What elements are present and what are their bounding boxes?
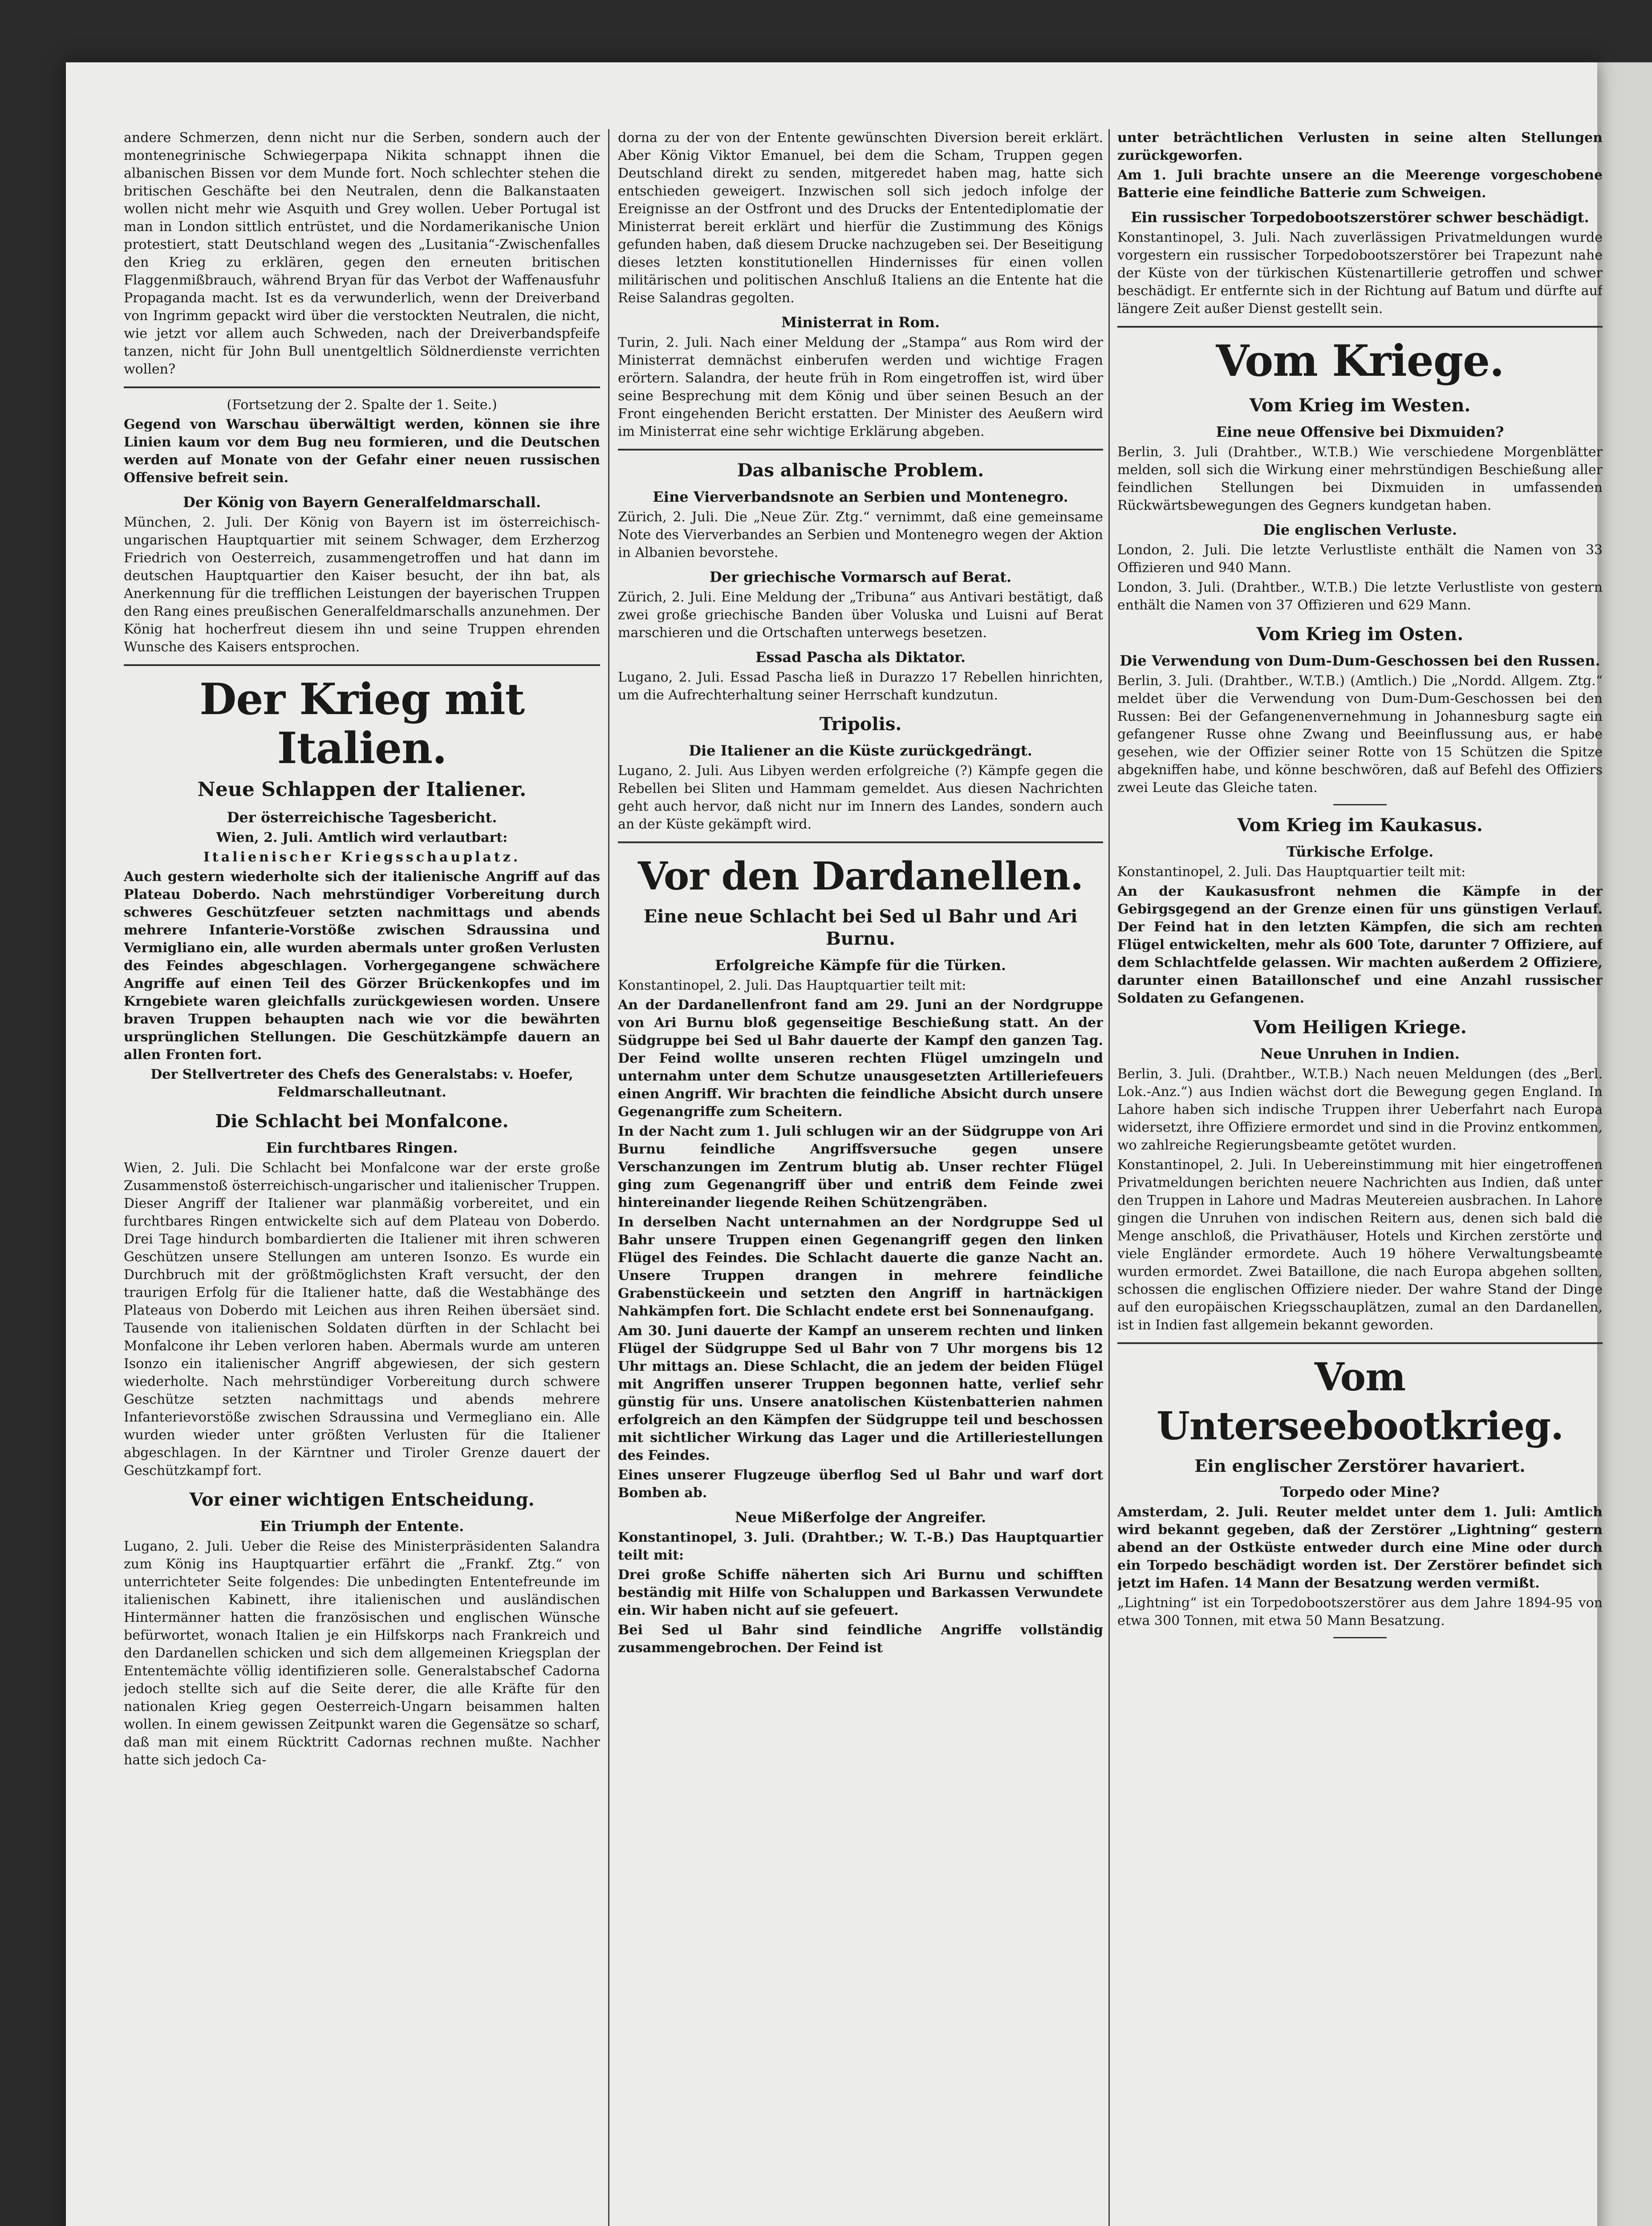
article-text: Turin, 2. Juli. Nach einer Meldung der „Stampa“ aus Rom wird der Ministerrat demnächst einberufen werden und wichtige Fragen erörtern. Salandra, der heute früh in Rom eingetroffen ist, wird über seine Besprechung mit dem König und über seinen Besuch an der Front eingehenden Bericht erstatten. Der Minister des Aeußern wird im Ministerrat eine sehr wichtige Erklärung abgeben. bbox=[618, 335, 1103, 439]
article-text: Wien, 2. Juli. Die Schlacht bei Monfalcone war der erste große Zusammenstoß österreichisch-ungarischer und italienischer Truppen. Dieser Angriff der Italiener war planmäßig vorbereitet, und ein furchtbares Ringen entwickelte sich auf dem Plateau von Doberdo. Drei Tage hindurch bombardierten die Italiener mit ihren schweren Geschützen unsere Stellungen am unteren Isonzo. Es wurde ein Durchbruch mit der größtmöglichsten Kraft versucht, der den traurigen Erfolg für die Italiener hatte, daß die Westabhänge des Plateaus von Doberdo mit Leichen aus ihren Reihen übersäet sind. Tausende von italienischen Soldaten dürften in der Schlacht bei Monfalcone ihr Leben verloren haben. Abermals wurde am unteren Isonzo ein italienischer Angriff abgewiesen, der sich gestern wiederholte. Nach mehrstündiger Vorbereitung durch schwere Geschütze setzten nachmittags und abends mehrere Infanterievorstöße zwischen Sdraussina und Vermegliano ein. Alle wurden wieder unter größten Verlusten für die Italiener abgeschlagen. In der Kärntner und Tiroler Grenze dauert der Geschützkampf fort. bbox=[124, 1160, 600, 1479]
article-text: Konstantinopel, 3. Juli. Nach zuverlässigen Privatmeldungen wurde vorgestern ein russischer Torpedobootszerstörer bei Trapezunt nahe der Küste von der türkischen Küstenartillerie getroffen und schwer beschädigt. Er entfernte sich in der Richtung auf Batum und dürfte auf längere Zeit außer Dienst gestellt sein. bbox=[1117, 230, 1603, 317]
page-headline: Vor den Dardanellen. bbox=[638, 854, 1083, 899]
newspaper-page bbox=[66, 62, 1603, 2226]
subheadline: Eine neue Schlacht bei Sed ul Bahr und Ari Burnu. bbox=[643, 906, 1078, 949]
article-text: Drei große Schiffe näherten sich Ari Burnu und schifften beständig mit Hilfe von Schaluppen und Barkassen Verwundete ein. Wir haben nicht auf sie gefeuert. bbox=[618, 1567, 1103, 1618]
subheading: Der griechische Vormarsch auf Berat. bbox=[709, 569, 1012, 585]
article-text: Konstantinopel, 2. Juli. Das Hauptquartier teilt mit: bbox=[618, 978, 966, 993]
subheading: Neue Unruhen in Indien. bbox=[1260, 1045, 1460, 1062]
article-text: In derselben Nacht unternahmen an der Nordgruppe Sed ul Bahr unsere Truppen einen Gegenangriff gegen den linken Flügel des Feindes. Die Schlacht dauerte die ganze Nacht an. Unsere Truppen drangen in mehrere feindliche Grabenstückeein und setzten den Angriff in hartnäckigen Nahkämpfen fort. Die Schlacht endete erst bei Sonnenaufgang. bbox=[618, 1215, 1103, 1319]
divider bbox=[1333, 1637, 1387, 1638]
divider bbox=[124, 664, 600, 666]
subheadline: Neue Schlappen der Italiener. bbox=[197, 778, 527, 801]
divider bbox=[618, 449, 1103, 451]
subheading: Torpedo oder Mine? bbox=[1280, 1483, 1440, 1500]
article-text: Berlin, 3. Juli. (Drahtber., W.T.B.) Nach neuen Meldungen (des „Berl. Lok.-Anz.“) aus Indien wächst dort die Bewegung gegen England. In Lahore haben sich indische Truppen ihrer Ueberfahrt nach Europa widersetzt, ihre Offiziere ermordet und sind in die Provinz entkommen, wo zahlreiche Regierungsbeamte getötet wurden. bbox=[1117, 1066, 1603, 1153]
article-text: Amsterdam, 2. Juli. Reuter meldet unter dem 1. Juli: Amtlich wird bekannt gegeben, daß der Zerstörer „Lightning“ gestern abend an der Ostküste entweder durch eine Mine oder durch ein Torpedo beschädigt worden ist. Der Zerstörer befindet sich jetzt im Hafen. 14 Mann der Besatzung werden vermißt. bbox=[1117, 1504, 1603, 1591]
subheading: Die Italiener an die Küste zurückgedrängt. bbox=[689, 742, 1032, 759]
column-1 bbox=[124, 129, 600, 1771]
article-text: Konstantinopel, 3. Juli. (Drahtber.; W. T.-B.) Das Hauptquartier teilt mit: bbox=[618, 1530, 1103, 1563]
article-text: Auch gestern wiederholte sich der italienische Angriff auf das Plateau Doberdo. Nach mehrstündiger Vorbereitung durch schweres Geschützfeuer setzten nachmittags und abends mehrere Infanterie-Vorstöße zwischen Sdraussina und Vermigliano ein, alle wurden abermals unter großen Verlusten des Feindes abgeschlagen. Vorhergegangene schwächere Angriffe auf einen Teil des Görzer Brückenkopfes und im Krngebiete waren gleichfalls zurückgewiesen worden. Unsere braven Truppen behaupten nach wie vor die bewährten ursprünglichen Stellungen. Die Geschützkämpfe dauern an allen Fronten fort. bbox=[124, 869, 600, 1063]
article-text: Eines unserer Flugzeuge überflog Sed ul Bahr und warf dort Bomben ab. bbox=[618, 1467, 1103, 1501]
subheading: Türkische Erfolge. bbox=[1286, 843, 1434, 860]
column-2 bbox=[618, 129, 1103, 1659]
page-headline: Vom Kriege. bbox=[1216, 336, 1504, 386]
article-text: Konstantinopel, 2. Juli. In Uebereinstimmung mit hier eingetroffenen Privatmeldungen berichten neuere Nachrichten aus Indien, daß unter den Truppen in Lahore und Madras Meutereien ausbrachen. In Lahore gingen die Unruhen von indischen Reitern aus, denen sich bald die Menge anschloß, die Privathäuser, Hotels und Kirchen zerstörte und viele Engländer ermordete. Auch 19 höhere Verwaltungsbeamte wurden ermordet. Zwei Bataillone, die nach Europa abgehen sollten, schossen die englischen Offiziere nieder. Der wahre Stand der Dinge auf den europäischen Kriegsschauplätzen, zumal an den Dardanellen, ist in Indien fast allgemein bekannt geworden. bbox=[1117, 1157, 1603, 1333]
subheading: Ein Triumph der Entente. bbox=[260, 1518, 464, 1535]
article-text: In der Nacht zum 1. Juli schlugen wir an der Südgruppe von Ari Burnu feindliche Angriffsversuche gegen unsere Verschanzungen im Zentrum blutig ab. Unser rechter Flügel ging zum Gegenangriff über und entriß dem Feinde zwei hintereinander liegende Reihen Schützengräben. bbox=[618, 1124, 1103, 1210]
adjacent-page-edge bbox=[1597, 62, 1652, 2226]
section-heading: Der König von Bayern Generalfeldmarschall. bbox=[183, 494, 541, 511]
divider bbox=[1117, 326, 1603, 328]
article-text: Am 1. Juli brachte unsere an die Meerenge vorgeschobene Batterie eine feindliche Batterie zum Schweigen. bbox=[1117, 167, 1603, 201]
signature: Der Stellvertreter des Chefs des Generalstabs: v. Hoefer, Feldmarschalleutnant. bbox=[150, 1067, 573, 1100]
section-heading: Vom Krieg im Osten. bbox=[1256, 624, 1464, 645]
article-text: Lugano, 2. Juli. Aus Libyen werden erfolgreiche (?) Kämpfe gegen die Rebellen bei Sliten und Hammam gemeldet. Aus diesen Nachrichten geht auch hervor, daß nicht nur im Innern des Landes, sondern auch an der Küste gekämpft wird. bbox=[618, 763, 1103, 832]
article-text: Zürich, 2. Juli. Eine Meldung der „Tribuna“ aus Antivari bestätigt, daß zwei große griechische Banden über Voluska und Luisni auf Berat marschieren und die Ortschaften unterwegs besetzen. bbox=[618, 589, 1103, 641]
subheading: Die Verwendung von Dum-Dum-Geschossen bei den Russen. bbox=[1120, 652, 1600, 669]
section-heading: Vor einer wichtigen Entscheidung. bbox=[189, 1489, 535, 1510]
section-heading: Vom Krieg im Westen. bbox=[1249, 395, 1471, 416]
section-heading: Der österreichische Tagesbericht. bbox=[227, 809, 497, 826]
article-text: Berlin, 3. Juli. (Drahtber., W.T.B.) (Amtlich.) Die „Nordd. Allgem. Ztg.“ meldet über die Verwendung von Dum-Dum-Geschossen bei den Russen: Bei der Gefangenenvernehmung in Johannesburg sagte ein gefangener Russe ohne Zwang und Beeinflussung aus, er habe gesehen, wie der Offizier seiner Rotte von 15 Schützen die Spitze abgekniffen habe, und könne beschwören, daß auf Befehl des Offiziers zwei Leute das Gleiche taten. bbox=[1117, 673, 1603, 796]
section-heading: Vom Krieg im Kaukasus. bbox=[1237, 815, 1483, 836]
article-text: Gegend von Warschau überwältigt werden, können sie ihre Linien kaum vor dem Bug neu formieren, und die Deutschen werden auf Monate von der Gefahr einer neuen russischen Offensive befreit sein. bbox=[124, 417, 600, 486]
page-headline: Vom Unterseebootkrieg. bbox=[1156, 1355, 1564, 1449]
page-headline: Der Krieg mit Italien. bbox=[199, 674, 524, 773]
continuation-note: (Fortsetzung der 2. Spalte der 1. Seite.) bbox=[227, 397, 497, 413]
section-heading: Tripolis. bbox=[819, 714, 902, 735]
dateline: Wien, 2. Juli. Amtlich wird verlautbart: bbox=[216, 830, 508, 845]
subheading: Essad Pascha als Diktator. bbox=[755, 649, 966, 666]
column-3 bbox=[1117, 129, 1603, 1645]
divider bbox=[1117, 1342, 1603, 1344]
article-text: dorna zu der von der Entente gewünschten Diversion bereit erklärt. Aber König Viktor Emanuel, bei dem die Scham, Truppen gegen Deutschland direkt zu senden, mitgeredet haben mag, hatte sich entschieden geweigert. Inzwischen soll sich jedoch infolge der Ereignisse an der Ostfront und des Drucks der Ententediplomatie der Ministerrat bereit erklärt und hierfür die Zustimmung des Königs gefunden haben, daß diesem Drucke nachzugeben sei. Der Beseitigung dieses letzten konstitutionellen Hindernisses für einen vollen militärischen und politischen Anschluß Italiens an die Entente hat die Reise Salandras gegolten. bbox=[618, 130, 1103, 306]
section-heading: Italienischer Kriegsschauplatz. bbox=[203, 849, 521, 865]
subheading: Eine Vierverbandsnote an Serbien und Montenegro. bbox=[653, 488, 1068, 505]
section-heading: Das albanische Problem. bbox=[737, 460, 984, 481]
article-text: Lugano, 2. Juli. Ueber die Reise des Ministerpräsidenten Salandra zum König ins Hauptquartier erfährt die „Frankf. Ztg.“ von unterrichteter Seite folgendes: Die unbedingten Ententefreunde im italienischen Kabinett, ihre italienischen und ausländischen Hintermänner hatten die französischen und englischen Wünsche befürwortet, wonach Italien je ein Hilfskorps nach Frankreich und den Dardanellen schicken und sich dem allgemeinen Kriegsplan der Ententemächte völlig identifizieren solle. Generalstabschef Cadorna jedoch stellte sich auf die Seite derer, die alle Kräfte für den nationalen Krieg gegen Oesterreich-Ungarn beisammen halten wollen. In einem gewissen Zeitpunkt waren die Gegensätze so scharf, daß man mit einem Rücktritt Cadornas rechnen mußte. Nachher hatte sich jedoch Ca- bbox=[124, 1539, 600, 1768]
article-text: An der Kaukasusfront nehmen die Kämpfe in der Gebirgsgegend an der Grenze einen für uns günstigen Verlauf. Der Feind hat in den letzten Kämpfen, die sich am rechten Flügel entwickelten, mehr als 600 Tote, darunter 7 Offiziere, auf dem Schlachtfelde gelassen. Wir machten außerdem 2 Offiziere, darunter einen Bataillonschef und eine Anzahl russischer Soldaten zu Gefangenen. bbox=[1117, 884, 1603, 1006]
subheading: Ein russischer Torpedobootszerstörer schwer beschädigt. bbox=[1131, 209, 1589, 226]
article-text: London, 3. Juli. (Drahtber., W.T.B.) Die letzte Verlustliste von gestern enthält die Namen von 37 Offizieren und 629 Mann. bbox=[1117, 580, 1603, 613]
subheading: Neue Mißerfolge der Angreifer. bbox=[735, 1509, 986, 1526]
article-text: München, 2. Juli. Der König von Bayern ist im österreichisch-ungarischen Hauptquartier mit seinem Schwager, dem Erzherzog Friedrich von Oesterreich, zusammengetroffen und hat dann im deutschen Hauptquartier den Kaiser besucht, der ihn bat, als Anerkennung für die trefflichen Leistungen der bayerischen Truppen den Rang eines preußischen Generalfeldmarschalls anzunehmen. Der König hat hocherfreut diesem ihn und seine Truppen ehrenden Wunsche des Kaisers entsprochen. bbox=[124, 515, 600, 655]
subheading: Erfolgreiche Kämpfe für die Türken. bbox=[714, 957, 1007, 974]
column-divider bbox=[1108, 129, 1110, 2226]
article-text: Am 30. Juni dauerte der Kampf an unserem rechten und linken Flügel der Südgruppe Sed ul Bahr von 7 Uhr morgens bis 12 Uhr mittags an. Diese Schlacht, die an jedem der beiden Flügel mit Angriffen unserer Truppen begonnen hatte, verlief sehr günstig für uns. Unsere anatolischen Küstenbatterien nahmen erfolgreich an den Kämpfen der Südgruppe teil und beschossen mit sichtlicher Wirkung das Lager und die Artilleriestellungen des Feindes. bbox=[618, 1323, 1103, 1463]
article-text: An der Dardanellenfront fand am 29. Juni an der Nordgruppe von Ari Burnu bloß gegenseitige Beschießung statt. An der Südgruppe bei Sed ul Bahr dauerte der Kampf den ganzen Tag. Der Feind wollte unseren rechten Flügel umzingeln und unternahm unter dem Schutze unausgesetzten Artilleriefeuers einen Angriff. Wir brachten die feindliche Absicht durch unsere Gegenangriffe zum Scheitern. bbox=[618, 997, 1103, 1120]
column-divider bbox=[608, 129, 609, 2226]
article-text: andere Schmerzen, denn nicht nur die Serben, sondern auch der montenegrinische Schwiegerpapa Nikita schnappt ihnen die albanischen Bissen vor dem Munde fort. Noch schlechter stehen die britischen Geschäfte bei den Neutralen, denn die Balkanstaaten wollen nicht mehr wie Asquith und Grey wollen. Ueber Portugal ist man in London sittlich entrüstet, und die Nordamerikanische Union protestiert, statt Deutschland wegen des „Lusitania“-Zwischenfalles den Krieg zu erklären, gegen den erneuten britischen Flaggenmißbrauch, während Bryan für das Verbot der Waffenausfuhr Propaganda macht. Ist es da verwunderlich, wenn der Dreiverband von Ingrimm gepackt wird über die verstockten Neutralen, die nicht, wie jetzt vor allem auch Schweden, nach der Dreiverbandspfeife tanzen, nicht für John Bull unentgeltlich Söldnerdienste verrichten wollen? bbox=[124, 130, 600, 377]
article-text: Zürich, 2. Juli. Die „Neue Zür. Ztg.“ vernimmt, daß eine gemeinsame Note des Vierverbandes an Serbien und Montenegro wegen der Aktion in Albanien bevorstehe. bbox=[618, 509, 1103, 561]
section-heading: Ministerrat in Rom. bbox=[781, 314, 940, 331]
article-text: Lugano, 2. Juli. Essad Pascha ließ in Durazzo 17 Rebellen hinrichten, um die Aufrechterhaltung seiner Herrschaft kundzutun. bbox=[618, 670, 1103, 703]
article-text: Konstantinopel, 2. Juli. Das Hauptquartier teilt mit: bbox=[1117, 864, 1466, 880]
divider bbox=[124, 386, 600, 388]
subheading: Eine neue Offensive bei Dixmuiden? bbox=[1216, 423, 1504, 440]
subheading: Die englischen Verluste. bbox=[1262, 521, 1457, 538]
section-heading: Vom Heiligen Kriege. bbox=[1253, 1017, 1467, 1038]
subheading: Ein furchtbares Ringen. bbox=[266, 1139, 458, 1156]
article-text: „Lightning“ ist ein Torpedobootszerstörer aus dem Jahre 1894-95 von etwa 300 Tonnen, mit etwa 50 Mann Besatzung. bbox=[1117, 1595, 1603, 1629]
subheadline: Ein englischer Zerstörer havariert. bbox=[1194, 1456, 1526, 1476]
article-text: Berlin, 3. Juli (Drahtber., W.T.B.) Wie verschiedene Morgenblätter melden, soll sich die Wirkung einer mehrstündigen Beschießung aller feindlichen Stellungen bei Dixmuiden in umfassenden Rückwärtsbewegungen des Gegners kundgetan haben. bbox=[1117, 444, 1603, 513]
divider bbox=[1333, 804, 1387, 805]
divider bbox=[618, 841, 1103, 843]
article-text: unter beträchtlichen Verlusten in seine alten Stellungen zurückgeworfen. bbox=[1117, 130, 1603, 163]
article-text: Bei Sed ul Bahr sind feindliche Angriffe vollständig zusammengebrochen. Der Feind ist bbox=[618, 1622, 1103, 1656]
section-heading: Die Schlacht bei Monfalcone. bbox=[215, 1111, 509, 1132]
article-text: London, 2. Juli. Die letzte Verlustliste enthält die Namen von 33 Offizieren und 940 Mann. bbox=[1117, 542, 1603, 576]
